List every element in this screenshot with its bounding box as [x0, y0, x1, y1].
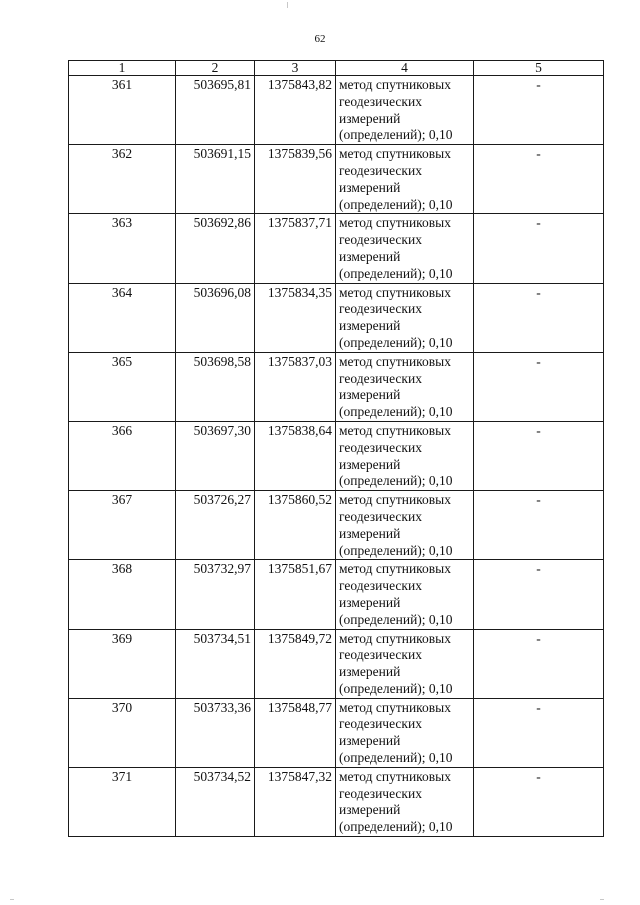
table-row [69, 145, 604, 214]
coordinate-y: 1375848,77 [255, 698, 336, 767]
table-header-row [69, 61, 604, 76]
determination-method: метод спутниковых геодезических измерений (определений); 0,10 [336, 283, 474, 352]
coordinate-x: 503733,36 [176, 698, 255, 767]
coordinate-y: 1375834,35 [255, 283, 336, 352]
determination-method: метод спутниковых геодезических измерений (определений); 0,10 [336, 145, 474, 214]
scan-mark-top [287, 2, 288, 8]
determination-method: метод спутниковых геодезических измерений (определений); 0,10 [336, 698, 474, 767]
point-number: 362 [69, 145, 176, 214]
row-note: - [474, 698, 604, 767]
table-row [69, 283, 604, 352]
determination-method: метод спутниковых геодезических измерений (определений); 0,10 [336, 629, 474, 698]
coordinate-x: 503691,15 [176, 145, 255, 214]
coordinate-x: 503692,86 [176, 214, 255, 283]
point-number: 363 [69, 214, 176, 283]
coordinate-x: 503696,08 [176, 283, 255, 352]
coordinate-y: 1375849,72 [255, 629, 336, 698]
coordinates-table [68, 60, 604, 837]
table-row [69, 352, 604, 421]
point-number: 365 [69, 352, 176, 421]
point-number: 368 [69, 560, 176, 629]
coordinate-x: 503732,97 [176, 560, 255, 629]
column-header-5: 5 [474, 61, 604, 76]
determination-method: метод спутниковых геодезических измерений (определений); 0,10 [336, 352, 474, 421]
table-row [69, 698, 604, 767]
coordinate-x: 503734,52 [176, 767, 255, 836]
point-number: 367 [69, 491, 176, 560]
point-number: 371 [69, 767, 176, 836]
coordinate-x: 503697,30 [176, 421, 255, 490]
row-note: - [474, 560, 604, 629]
column-header-4: 4 [336, 61, 474, 76]
coordinate-x: 503726,27 [176, 491, 255, 560]
table-body [69, 76, 604, 837]
table-row [69, 629, 604, 698]
determination-method: метод спутниковых геодезических измерений (определений); 0,10 [336, 491, 474, 560]
determination-method: метод спутниковых геодезических измерений (определений); 0,10 [336, 560, 474, 629]
row-note: - [474, 491, 604, 560]
point-number: 369 [69, 629, 176, 698]
coordinate-y: 1375860,52 [255, 491, 336, 560]
coordinate-y: 1375847,32 [255, 767, 336, 836]
row-note: - [474, 767, 604, 836]
point-number: 366 [69, 421, 176, 490]
table-row [69, 767, 604, 836]
coordinate-x: 503734,51 [176, 629, 255, 698]
point-number: 364 [69, 283, 176, 352]
coordinate-y: 1375838,64 [255, 421, 336, 490]
row-note: - [474, 76, 604, 145]
coordinate-y: 1375839,56 [255, 145, 336, 214]
row-note: - [474, 214, 604, 283]
coordinate-y: 1375843,82 [255, 76, 336, 145]
table-row [69, 214, 604, 283]
column-header-2: 2 [176, 61, 255, 76]
point-number: 361 [69, 76, 176, 145]
page-number: 62 [314, 33, 326, 45]
row-note: - [474, 352, 604, 421]
determination-method: метод спутниковых геодезических измерений (определений); 0,10 [336, 214, 474, 283]
row-note: - [474, 421, 604, 490]
row-note: - [474, 629, 604, 698]
column-header-1: 1 [69, 61, 176, 76]
determination-method: метод спутниковых геодезических измерений (определений); 0,10 [336, 767, 474, 836]
determination-method: метод спутниковых геодезических измерений (определений); 0,10 [336, 421, 474, 490]
row-note: - [474, 145, 604, 214]
coordinate-y: 1375851,67 [255, 560, 336, 629]
coordinate-y: 1375837,03 [255, 352, 336, 421]
table-row [69, 560, 604, 629]
coordinate-x: 503698,58 [176, 352, 255, 421]
coordinate-x: 503695,81 [176, 76, 255, 145]
row-note: - [474, 283, 604, 352]
table-row [69, 421, 604, 490]
table-row [69, 491, 604, 560]
point-number: 370 [69, 698, 176, 767]
scan-mark-bottom-left [10, 899, 14, 900]
determination-method: метод спутниковых геодезических измерений (определений); 0,10 [336, 76, 474, 145]
column-header-3: 3 [255, 61, 336, 76]
scan-mark-bottom-right [600, 899, 604, 900]
coordinate-y: 1375837,71 [255, 214, 336, 283]
table-row [69, 76, 604, 145]
